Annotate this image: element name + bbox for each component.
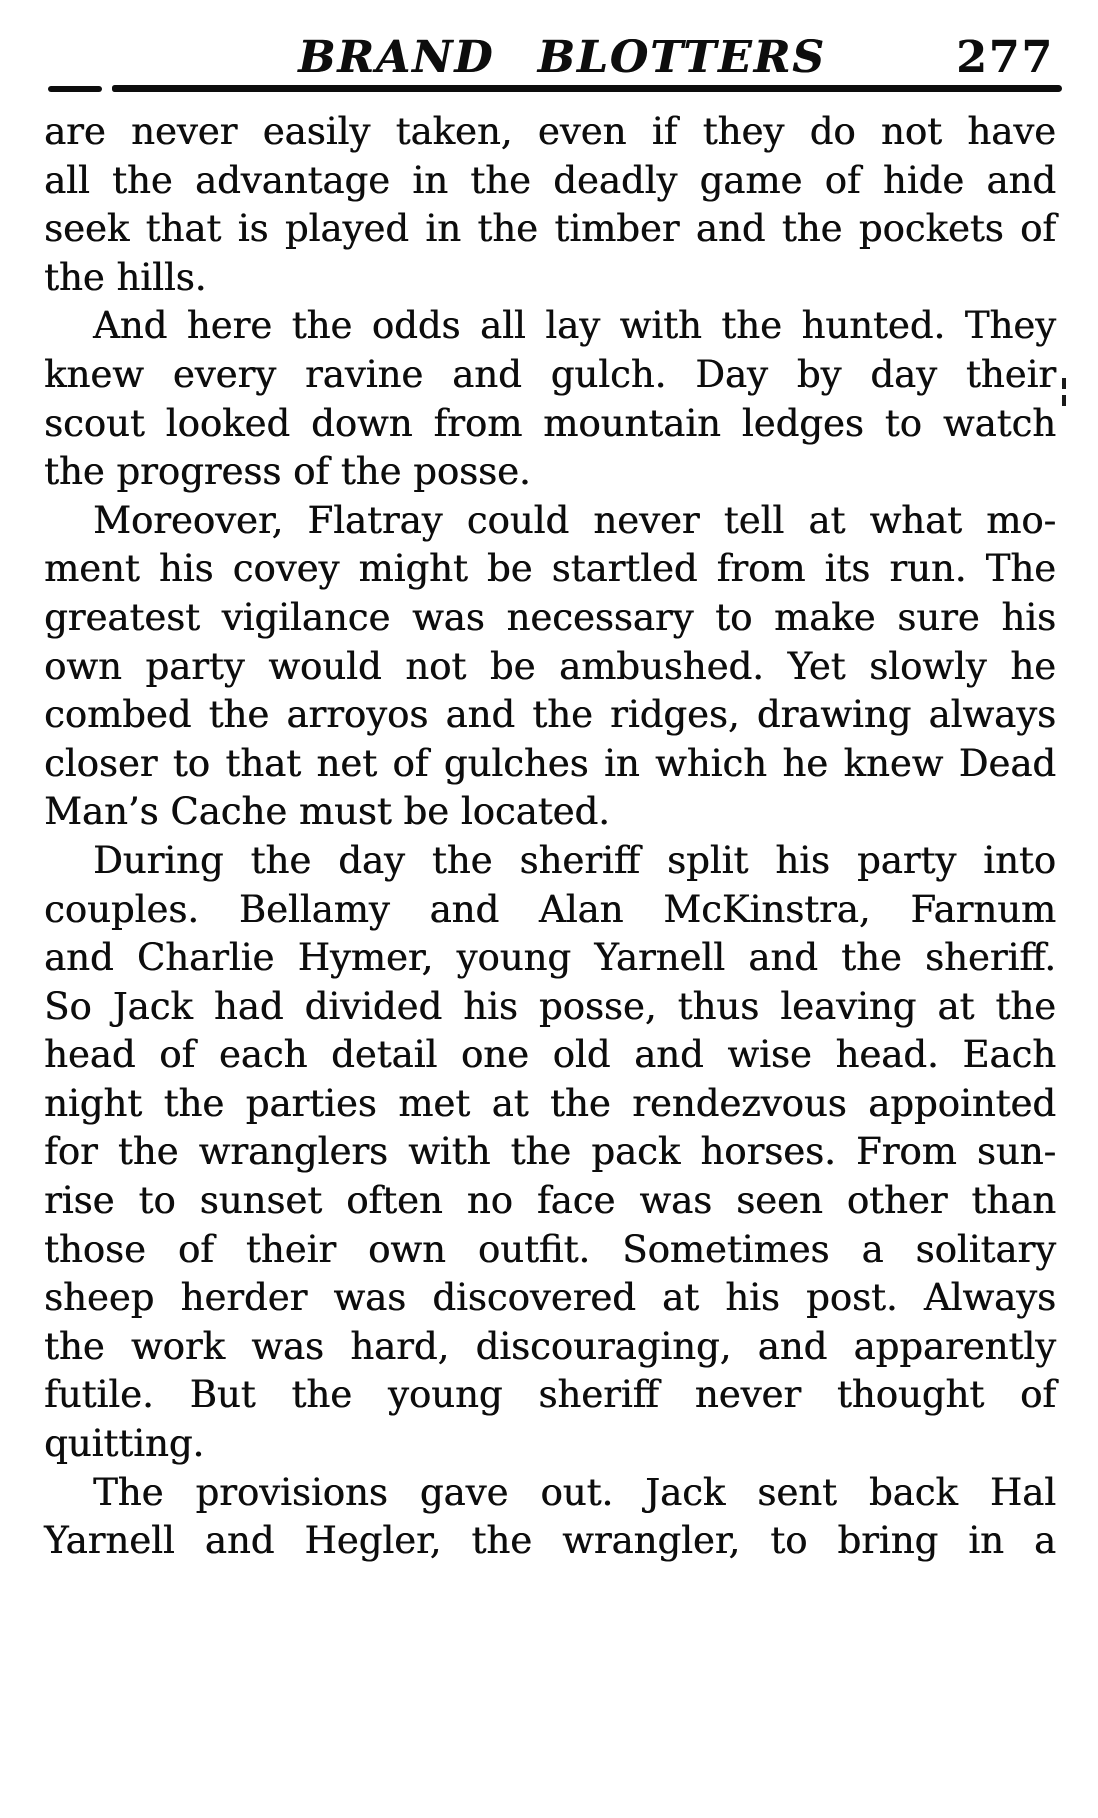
text-line: for the wranglers with the pack horses. From sun-: [44, 1130, 1056, 1174]
text-line: closer to that net of gulches in which he knew Dead: [44, 741, 1056, 785]
rule-bar: [112, 85, 1062, 92]
running-title: BRAND BLOTTERS: [298, 32, 826, 83]
page-number: 277: [956, 32, 1054, 83]
text-line: Moreover, Flatray could never tell at what mo-: [93, 498, 1056, 542]
text-line: couples. Bellamy and Alan McKinstra, Farnum: [44, 887, 1056, 931]
scan-artifact: [1062, 378, 1066, 389]
text-line: futile. But the young sheriff never thought of: [44, 1373, 1056, 1417]
running-header: [0, 32, 1098, 84]
text-line: During the day the sheriff split his party into: [93, 838, 1056, 882]
text-line: sheep herder was discovered at his post. Always: [44, 1276, 1056, 1320]
text-line: the work was hard, discouraging, and apparently: [44, 1324, 1056, 1368]
text-line: quitting.: [44, 1422, 205, 1466]
text-line: Yarnell and Hegler, the wrangler, to bring in a: [44, 1519, 1056, 1563]
rule-dash: [48, 86, 102, 92]
text-line: and Charlie Hymer, young Yarnell and the sheriff.: [44, 936, 1056, 980]
text-line: head of each detail one old and wise head. Each: [44, 1033, 1056, 1077]
text-line: the progress of the posse.: [44, 450, 531, 494]
text-line: the hills.: [44, 255, 207, 299]
text-line: all the advantage in the deadly game of hide and: [44, 158, 1056, 202]
text-line: The provisions gave out. Jack sent back Hal: [93, 1470, 1056, 1514]
text-line: combed the arroyos and the ridges, drawing always: [44, 693, 1056, 737]
page-text: [44, 108, 1056, 1566]
text-line: scout looked down from mountain ledges to watch: [44, 401, 1056, 445]
text-line: rise to sunset often no face was seen other than: [44, 1179, 1056, 1223]
text-line: Man’s Cache must be located.: [44, 790, 610, 834]
header-rule: [0, 85, 1098, 93]
text-line: ment his covey might be startled from its run. The: [44, 547, 1056, 591]
text-line: night the parties met at the rendezvous appointed: [44, 1081, 1056, 1125]
text-line: are never easily taken, even if they do not have: [44, 110, 1056, 153]
text-line: knew every ravine and gulch. Day by day their: [44, 352, 1056, 396]
text-line: So Jack had divided his posse, thus leaving at the: [44, 984, 1056, 1028]
text-line: seek that is played in the timber and the pockets of: [44, 207, 1056, 251]
text-line: own party would not be ambushed. Yet slowly he: [44, 644, 1056, 688]
text-line: And here the odds all lay with the hunted. They: [93, 304, 1056, 348]
text-line: those of their own outfit. Sometimes a solitary: [44, 1227, 1056, 1271]
text-line: greatest vigilance was necessary to make sure his: [44, 595, 1056, 639]
